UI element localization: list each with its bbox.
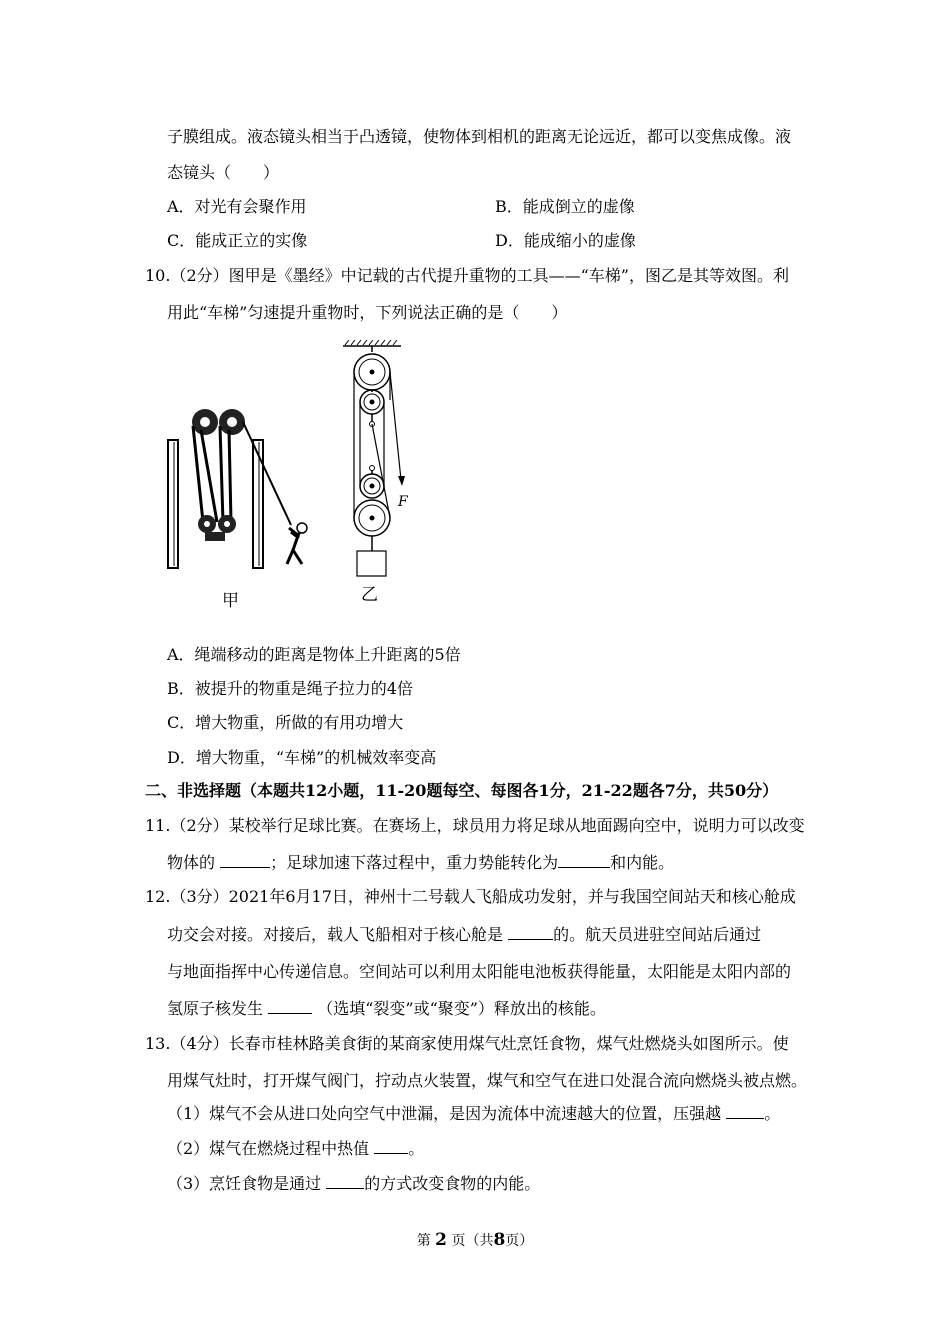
footer-mid: 页（共 — [451, 1233, 494, 1249]
q12-line2 — [167, 925, 761, 945]
q12-blank-2[interactable] — [268, 999, 312, 1014]
q13-sub1-end: 。 — [764, 1104, 781, 1123]
q11-blank-1[interactable] — [220, 853, 270, 868]
q10-option-b: B．被提升的物重是绳子拉力的4倍 — [167, 679, 413, 698]
page-footer — [0, 1230, 950, 1250]
q9-option-a: A．对光有会聚作用 — [167, 197, 307, 216]
q13-sub1-text: （1）煤气不会从进口处向空气中泄漏，是因为流体中流速越大的位置，压强越 — [167, 1104, 722, 1123]
q13-sub2-end: 。 — [408, 1139, 425, 1158]
q12-line3: 与地面指挥中心传递信息。空间站可以利用太阳能电池板获得能量，太阳能是太阳内部的 — [167, 962, 792, 981]
q9-option-d: D．能成缩小的虚像 — [495, 231, 636, 250]
q13-sub1 — [167, 1104, 780, 1124]
q10-option-a: A．绳端移动的距离是物体上升距离的5倍 — [167, 645, 461, 664]
q11-text-b: ；足球加速下落过程中，重力势能转化为 — [270, 853, 559, 872]
q13-sub3-text: （3）烹饪食物是通过 — [167, 1174, 322, 1193]
q12-text-c: 氢原子核发生 — [167, 999, 264, 1018]
footer-page-number: 2 — [435, 1230, 447, 1250]
q12-line4 — [167, 999, 606, 1019]
q11-line2 — [167, 853, 674, 873]
q9-option-b: B．能成倒立的虚像 — [495, 197, 635, 216]
q13-sub2 — [167, 1139, 424, 1159]
q10-option-c: C．增大物重，所做的有用功增大 — [167, 713, 404, 732]
q12-text-a: 功交会对接。对接后，载人飞船相对于核心舱是 — [167, 925, 504, 944]
q13-sub2-text: （2）煤气在燃烧过程中热值 — [167, 1139, 370, 1158]
q11-text-c: 和内能。 — [610, 853, 675, 872]
q11-line1: 11.（2分）某校举行足球比赛。在赛场上，球员用力将足球从地面踢向空中，说明力可以改变 — [145, 816, 805, 835]
q10-line2: 用此“车梯”匀速提升重物时，下列说法正确的是（ ） — [167, 303, 568, 322]
figure-label-yi: 乙 — [361, 585, 378, 605]
q9-line1: 子膜组成。液态镜头相当于凸透镜，使物体到相机的距离无论远近，都可以变焦成像。液 — [167, 127, 792, 146]
footer-suffix: 页） — [505, 1233, 534, 1249]
q12-line1: 12.（3分）2021年6月17日，神州十二号载人飞船成功发射，并与我国空间站天和核心舱成 — [145, 887, 796, 906]
q12-text-b: 的。航天员进驻空间站后通过 — [553, 925, 762, 944]
figure-force-label: F — [398, 494, 408, 510]
q13-sub3-end: 的方式改变食物的内能。 — [364, 1174, 541, 1193]
q13-line2: 用煤气灶时，打开煤气阀门，拧动点火装置，煤气和空气在进口处混合流向燃烧头被点燃。 — [167, 1071, 808, 1090]
q13-line1: 13.（4分）长春市桂林路美食街的某商家使用煤气灶烹饪食物，煤气灶燃烧头如图所示。使 — [145, 1034, 789, 1053]
section2-heading: 二、非选择题（本题共12小题，11-20题每空、每图各1分，21-22题各7分，共50分） — [145, 781, 779, 800]
footer-total-pages: 8 — [493, 1230, 506, 1250]
q9-option-c: C．能成正立的实像 — [167, 231, 308, 250]
q13-blank-3[interactable] — [326, 1174, 364, 1189]
figure-jia-car-ladder — [165, 400, 315, 580]
q13-sub3 — [167, 1174, 540, 1194]
q12-text-d: （选填“裂变”或“聚变”）释放出的核能。 — [317, 999, 606, 1018]
footer-prefix: 第 — [416, 1233, 431, 1249]
q13-blank-1[interactable] — [726, 1104, 764, 1119]
q11-blank-2[interactable] — [558, 853, 610, 868]
q13-blank-2[interactable] — [374, 1139, 408, 1154]
q11-text-a: 物体的 — [167, 853, 216, 872]
q10-line1: 10.（2分）图甲是《墨经》中记载的古代提升重物的工具——“车梯”，图乙是其等效图。利 — [145, 266, 789, 285]
q12-blank-1[interactable] — [508, 925, 553, 940]
figure-label-jia: 甲 — [222, 591, 239, 611]
q10-option-d: D．增大物重，“车梯”的机械效率变高 — [167, 748, 437, 767]
figure-yi-pulley-block — [335, 340, 425, 580]
q9-line2: 态镜头（ ） — [167, 163, 280, 182]
